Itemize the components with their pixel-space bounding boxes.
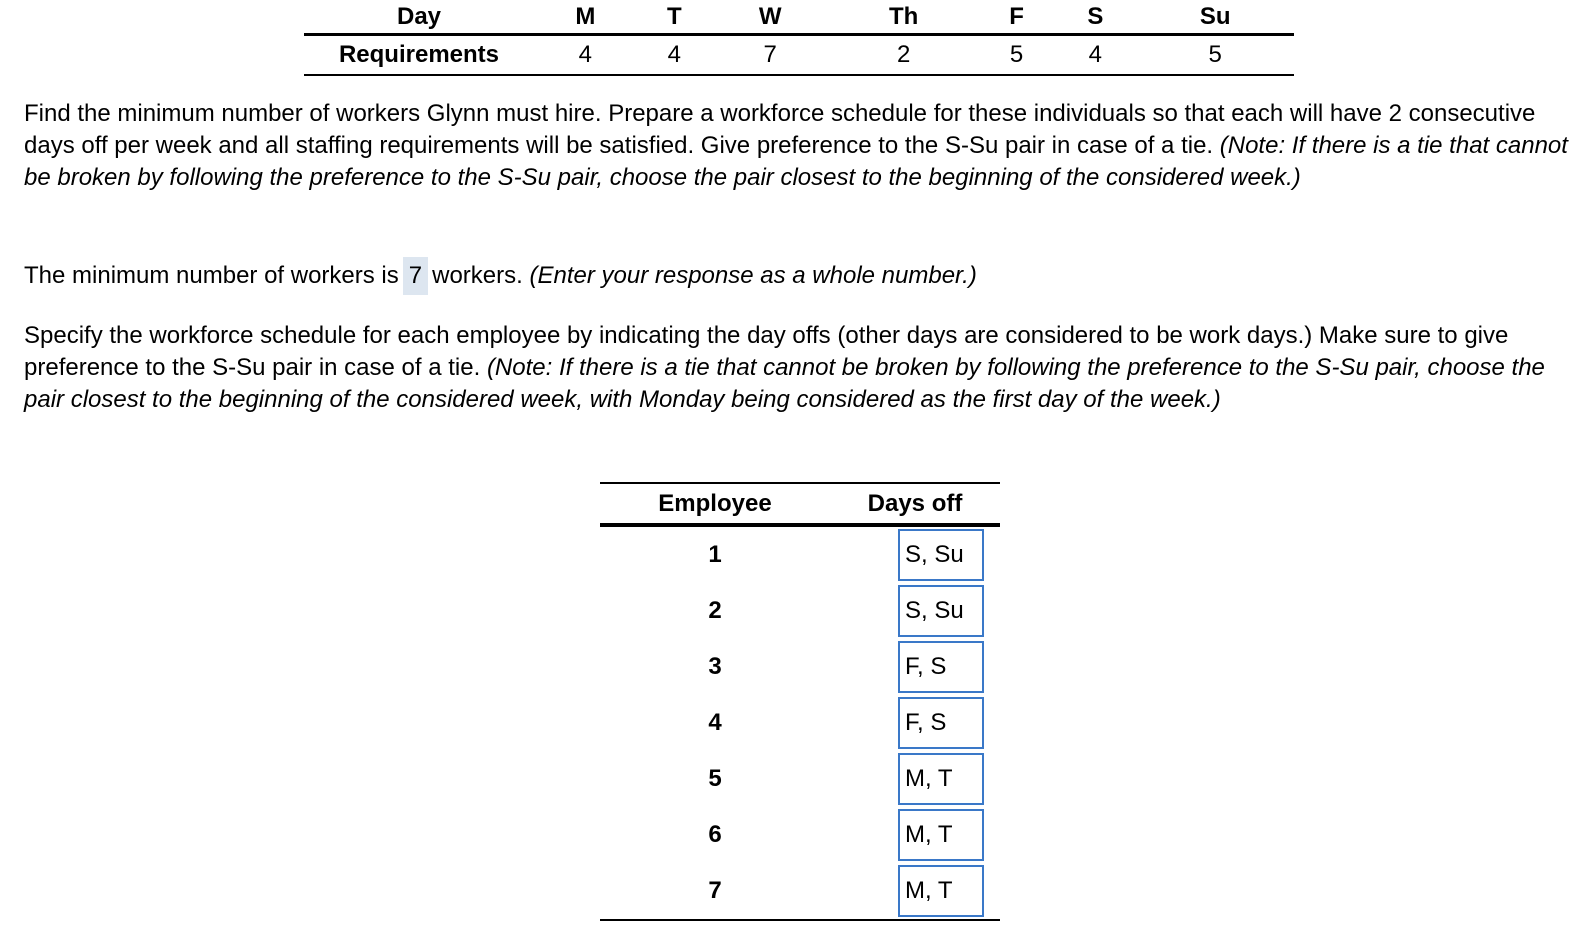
table-row xyxy=(600,583,1000,639)
day-cell: Su xyxy=(1136,0,1294,35)
days-off-input[interactable]: F, S xyxy=(898,641,984,693)
days-off-input[interactable]: M, T xyxy=(898,753,984,805)
requirement-value: 2 xyxy=(828,35,979,76)
day-header-row xyxy=(304,0,1294,35)
instructions-note: (Note: If there is a tie that cannot be broken by following the preference to the S-Su pair, choose the pair closest to the beginning of the considered week.) xyxy=(24,132,1568,191)
employee-number: 5 xyxy=(708,765,722,792)
requirement-value: 4 xyxy=(637,35,712,76)
employee-number: 7 xyxy=(708,877,722,904)
day-cell: W xyxy=(712,0,828,35)
answer-hint: (Enter your response as a whole number.) xyxy=(529,262,977,289)
table-row xyxy=(600,525,1000,583)
employee-number: 1 xyxy=(708,541,722,568)
day-cell: F xyxy=(979,0,1054,35)
table-row xyxy=(600,751,1000,807)
schedule-header-row xyxy=(600,483,1000,525)
employee-number: 4 xyxy=(708,709,722,736)
minimum-workers-question xyxy=(24,257,1569,295)
requirements-header: Requirements xyxy=(304,35,534,76)
requirement-value: 4 xyxy=(534,35,637,76)
table-row xyxy=(600,695,1000,751)
days-off-input[interactable]: S, Su xyxy=(898,529,984,581)
schedule-text: Specify the workforce schedule for each employee by indicating the day offs (other days are considered to be work days.) Make sure to give preference to the S-Su pair in case of a tie. xyxy=(24,322,1509,381)
table-row xyxy=(600,639,1000,695)
schedule-note: (Note: If there is a tie that cannot be broken by following the preference to the S-Su pair, choose the pair closest to the beginning of the considered week, with Monday being considered as the first day of the week.) xyxy=(24,354,1545,413)
day-cell: M xyxy=(534,0,637,35)
schedule-table xyxy=(600,482,1000,921)
day-cell: S xyxy=(1054,0,1136,35)
day-cell: T xyxy=(637,0,712,35)
employee-number: 3 xyxy=(708,653,722,680)
day-header: Day xyxy=(304,0,534,35)
schedule-instructions xyxy=(24,320,1569,416)
days-off-input[interactable]: S, Su xyxy=(898,585,984,637)
table-row xyxy=(600,807,1000,863)
table-row xyxy=(600,863,1000,920)
employee-header: Employee xyxy=(600,483,830,525)
requirements-table xyxy=(304,0,1294,76)
requirement-value: 5 xyxy=(979,35,1054,76)
days-off-input[interactable]: M, T xyxy=(898,865,984,917)
days-off-header: Days off xyxy=(830,483,1000,525)
problem-instructions xyxy=(24,98,1569,194)
answer-suffix: workers. xyxy=(432,262,523,289)
days-off-input[interactable]: M, T xyxy=(898,809,984,861)
employee-number: 6 xyxy=(708,821,722,848)
answer-prefix: The minimum number of workers is xyxy=(24,262,399,289)
day-cell: Th xyxy=(828,0,979,35)
employee-number: 2 xyxy=(708,597,722,624)
requirements-row xyxy=(304,35,1294,76)
days-off-input[interactable]: F, S xyxy=(898,697,984,749)
minimum-workers-answer[interactable]: 7 xyxy=(403,257,428,295)
instructions-text: Find the minimum number of workers Glynn must hire. Prepare a workforce schedule for these individuals so that each will have 2 consecutive days off per week and all staffing requirements will be satisfied. Give preference to the S-Su pair in case of a tie. xyxy=(24,100,1536,159)
requirement-value: 4 xyxy=(1054,35,1136,76)
requirement-value: 5 xyxy=(1136,35,1294,76)
requirement-value: 7 xyxy=(712,35,828,76)
